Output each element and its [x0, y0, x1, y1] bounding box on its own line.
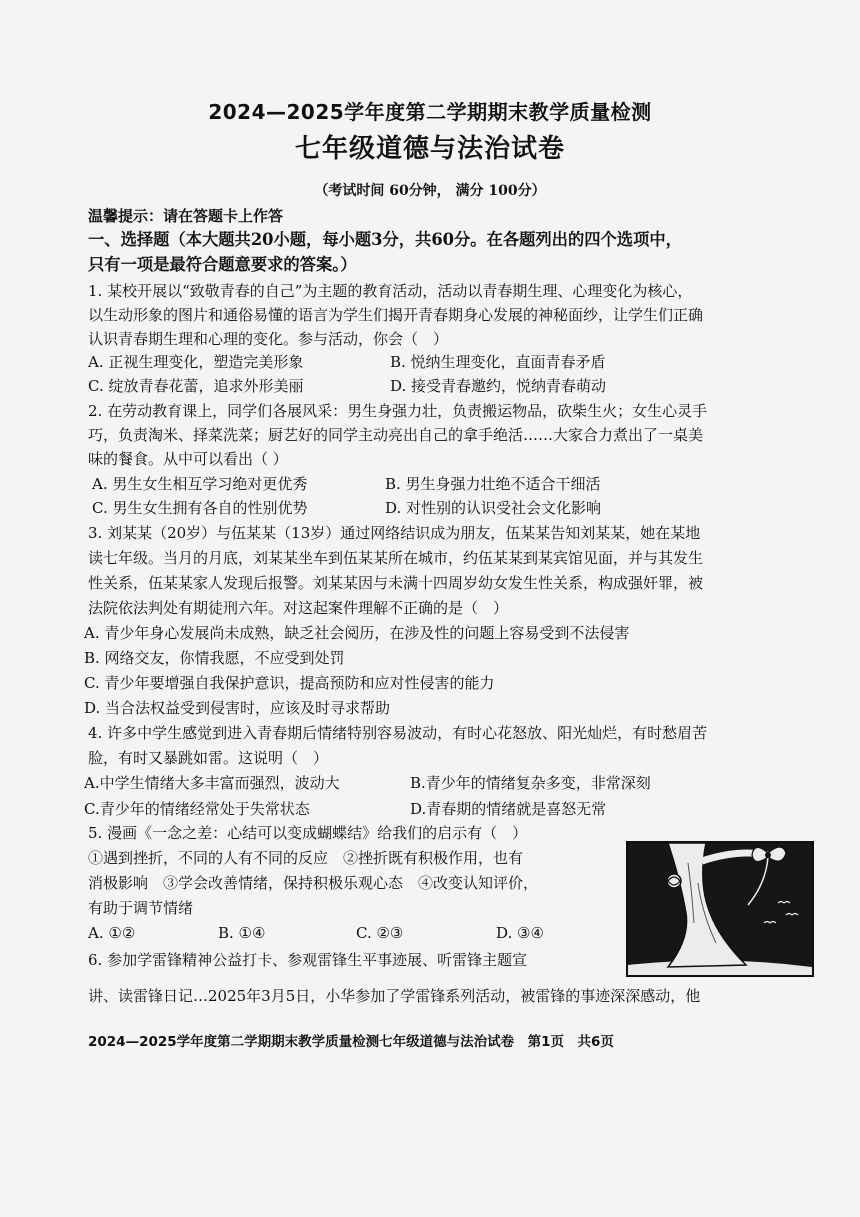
exam-title-line2: 七年级道德与法治试卷: [294, 134, 565, 164]
q5-stem-line4: 有助于调节情绪: [88, 899, 194, 917]
q3-option-d: D. 当合法权益受到侵害时，应该及时寻求帮助: [84, 699, 391, 717]
q5-stem-line2: ①遇到挫折，不同的人有不同的反应 ②挫折既有积极作用，也有: [88, 849, 524, 867]
q4-option-d: D.青春期的情绪就是喜怒无常: [410, 800, 607, 818]
tree-bow-cartoon: [628, 843, 812, 975]
q4-stem-line1: 4. 许多中学生感觉到进入青春期后情绪特别容易波动，有时心花怒放、阳光灿烂，有时愁眉苦: [88, 724, 708, 742]
q4-option-c: C.青少年的情绪经常处于失常状态: [84, 800, 310, 818]
q4-stem-line2: 脸，有时又暴跳如雷。这说明（ ）: [88, 749, 329, 767]
q6-stem-line2: 讲、读雷锋日记…2025年3月5日，小华参加了学雷锋系列活动，被雷锋的事迹深深感动，他: [88, 987, 701, 1005]
q1-stem-line1: 1. 某校开展以“致敬青春的自己”为主题的教育活动，活动以青春期生理、心理变化为核心，: [88, 282, 693, 300]
q2-stem-line1: 2. 在劳动教育课上，同学们各展风采：男生身强力壮，负责搬运物品，砍柴生火；女生心灵手: [88, 402, 708, 420]
q2-option-a: A. 男生女生相互学习绝对更优秀: [92, 475, 308, 493]
q1-option-a: A. 正视生理变化，塑造完美形象: [88, 353, 304, 371]
q4-option-a: A.中学生情绪大多丰富而强烈，波动大: [84, 774, 340, 792]
section1-heading-line2: 只有一项是最符合题意要求的答案。）: [88, 255, 357, 274]
q5-stem-line1: 5. 漫画《一念之差：心结可以变成蝴蝶结》给我们的启示有（ ）: [88, 824, 528, 842]
q3-option-b: B. 网络交友，你情我愿，不应受到处罚: [84, 649, 345, 667]
q5-option-a: A. ①②: [88, 924, 136, 942]
q1-stem-line2: 以生动形象的图片和通俗易懂的语言为学生们揭开青春期身心发展的神秘面纱，让学生们正确: [88, 306, 704, 324]
q1-option-d: D. 接受青春邀约，悦纳青春萌动: [390, 377, 607, 395]
exam-info: （考试时间 60分钟， 满分 100分）: [314, 183, 546, 199]
q6-stem-line1: 6. 参加学雷锋精神公益打卡、参观雷锋生平事迹展、听雷锋主题宣: [88, 951, 528, 969]
q3-stem-line3: 性关系，伍某某家人发现后报警。刘某某因与未满十四周岁幼女发生性关系，构成强奸罪，被: [88, 574, 704, 592]
q2-stem-line2: 巧，负责淘米、择菜洗菜；厨艺好的同学主动亮出自己的拿手绝活……大家合力煮出了一桌美: [88, 426, 704, 444]
q3-stem-line4: 法院依法判处有期徒刑六年。对这起案件理解不正确的是（ ）: [88, 599, 509, 617]
q2-option-c: C. 男生女生拥有各自的性别优势: [92, 499, 308, 517]
q4-option-b: B.青少年的情绪复杂多变，非常深刻: [410, 774, 651, 792]
page-footer: 2024—2025学年度第二学期期末教学质量检测七年级道德与法治试卷 第1页 共6页: [88, 1034, 614, 1050]
q2-option-d: D. 对性别的认识受社会文化影响: [385, 499, 602, 517]
q5-option-d: D. ③④: [496, 924, 544, 942]
tip-text: 温馨提示：请在答题卡上作答: [88, 207, 284, 225]
q1-option-c: C. 绽放青春花蕾，追求外形美丽: [88, 377, 304, 395]
q3-stem-line1: 3. 刘某某（20岁）与伍某某（13岁）通过网络结识成为朋友，伍某某告知刘某某，她在某地: [88, 524, 701, 542]
q1-option-b: B. 悦纳生理变化，直面青春矛盾: [390, 353, 606, 371]
q3-option-a: A. 青少年身心发展尚未成熟，缺乏社会阅历，在涉及性的问题上容易受到不法侵害: [84, 624, 630, 642]
q3-stem-line2: 读七年级。当月的月底，刘某某坐车到伍某某所在城市，约伍某某到某宾馆见面，并与其发生: [88, 549, 704, 567]
q1-stem-line3: 认识青春期生理和心理的变化。参与活动，你会（ ）: [88, 330, 449, 348]
q3-option-c: C. 青少年要增强自我保护意识，提高预防和应对性侵害的能力: [84, 674, 495, 692]
cartoon-illustration: [626, 841, 814, 977]
q5-option-b: B. ①④: [218, 924, 266, 942]
q5-option-c: C. ②③: [356, 924, 404, 942]
q2-option-b: B. 男生身强力壮绝不适合干细活: [385, 475, 601, 493]
q2-stem-line3: 味的餐食。从中可以看出（ ）: [88, 450, 288, 468]
section1-heading-line1: 一、选择题（本大题共20小题，每小题3分，共60分。在各题列出的四个选项中，: [88, 230, 682, 249]
exam-title-line1: 2024—2025学年度第二学期期末教学质量检测: [208, 100, 652, 124]
q5-stem-line3: 消极影响 ③学会改善情绪，保持积极乐观心态 ④改变认知评价，: [88, 874, 539, 892]
